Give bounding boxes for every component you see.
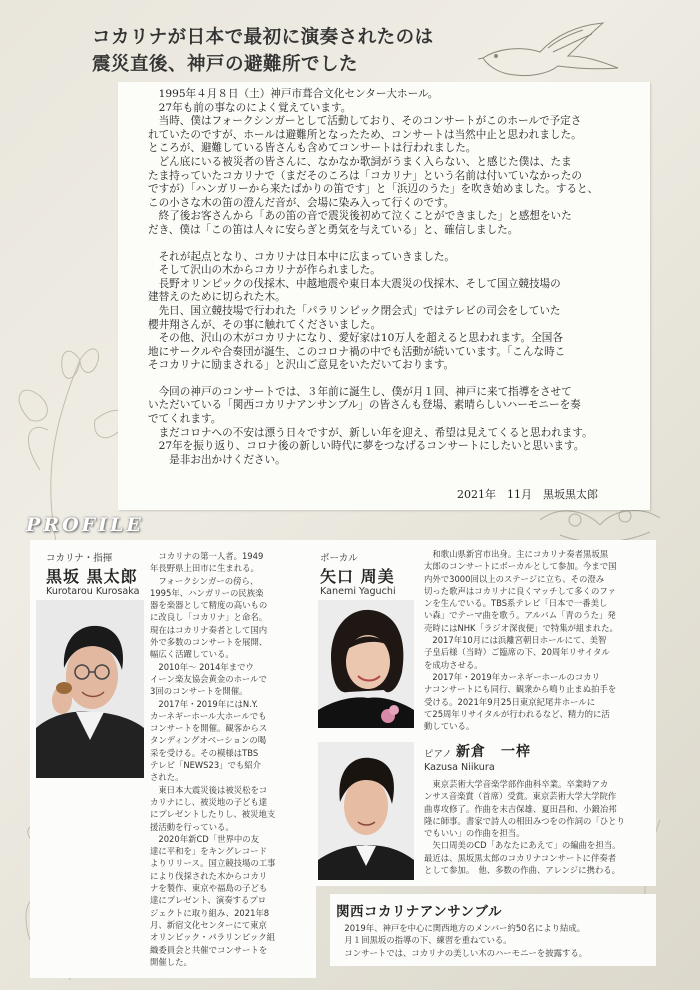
letter-line: 27年を振り返り、コロナ後の新しい時代に夢をつなげるコンサートにしたいと思います。 — [148, 440, 585, 453]
letter-line: ところが、避難している皆さんも含めてコンサートは行われました。 — [148, 142, 477, 155]
letter-line: 長野オリンピックの伐採木、中越地震や東日本大震災の伐採木、そして国立競技場の — [148, 277, 561, 290]
yaguchi-profile — [316, 540, 656, 736]
letter-signature: 2021年 11月 黒坂黒太郎 — [457, 488, 598, 501]
niikura-bio — [424, 778, 656, 876]
ensemble-bio — [336, 922, 654, 959]
bio-line: 開催した。 — [150, 956, 192, 967]
bio-line: 達にプレゼント、演奏するプロ — [150, 895, 267, 906]
page-title — [92, 24, 434, 78]
bio-line: 年長野県上田市に生まれる。 — [150, 563, 259, 574]
bird-illustration — [478, 18, 628, 88]
kurosaka-role: コカリナ・指揮 — [46, 553, 113, 564]
bio-line: フォークシンガーの傍ら、 — [150, 575, 259, 586]
bio-line: にプレゼントしたりし、被災地支 — [150, 809, 276, 820]
bio-line: 2017年・2019年にはN.Y. — [150, 698, 258, 709]
bio-line: に改良し「コカリナ」と命名。 — [150, 612, 268, 623]
letter-line: それが起点となり、コカリナは日本中に広まっていきました。 — [148, 250, 456, 263]
yaguchi-bio — [424, 548, 656, 732]
letter-line: 1995年４月８日（土）神戸市葺合文化センター大ホール。 — [148, 88, 439, 100]
yaguchi-photo — [318, 600, 414, 728]
bio-line: 月、新宿文化センターにて東京 — [150, 919, 267, 930]
yaguchi-roman-name: Kanemi Yaguchi — [320, 586, 396, 597]
bio-line: 2019年、神戸を中心に関西地方のメンバー約50名により結成。 — [336, 923, 586, 933]
bio-line: 東日本大震災後は被災松をコ — [150, 784, 268, 795]
bio-line: 3回のコンサートを開催。 — [150, 686, 248, 697]
kurosaka-photo — [36, 600, 144, 778]
letter-line: 是非お出かけください。 — [148, 453, 286, 466]
bio-line: 動している。 — [424, 721, 475, 732]
bio-line: 子皇后様（当時）ご臨席の下、20周年リサイタル — [424, 647, 610, 658]
letter-line: そコカリナに励まされる」と沢山ご意見をいただいております。 — [148, 359, 455, 372]
bio-line: 2017年・2019年カーネギーホールのコカリ — [424, 671, 601, 682]
bio-line: よりリリース。国立競技場の工事 — [150, 858, 276, 869]
letter-line: 27年も前の事なのによく覚えています。 — [148, 101, 352, 114]
bio-line: 采を受ける。その模様はTBS — [150, 747, 259, 758]
letter-line: 先日、国立競技場で行われた「パラリンピック閉会式」ではテレビの司会をしていた — [148, 304, 561, 317]
letter-line: まだコロナへの不安は漂う日々ですが、新しい年を迎え、希望は見えてくると思われます。 — [148, 426, 593, 439]
kurosaka-bio — [150, 550, 316, 968]
bio-line: 援活動を行っている。 — [150, 821, 234, 832]
letter-line: 地にサークルや合奏団が誕生、このコロナ禍の中でも活動が続いています。「こんな時こ — [148, 345, 566, 358]
bio-line: 和歌山県新宮市出身。主にコカリナ奏者黒坂黒 — [424, 549, 609, 559]
bio-line: 月１回黒坂の指導の下、練習を重ねている。 — [336, 935, 512, 946]
bio-line: テレビ「NEWS23」でも紹介 — [150, 760, 262, 771]
bio-line: コンサートでは、コカリナの美しい木のハーモニーを披露する。 — [336, 947, 588, 958]
letter-line: どん底にいる被災者の皆さんに、なかなか歌詞がうまく入らない、と感じた僕は、たま — [148, 155, 572, 168]
letter-line: そして沢山の木からコカリナが作られました。 — [148, 264, 381, 277]
niikura-name: 新倉 一梓 — [456, 744, 531, 760]
title-line-2: 震災直後、神戸の避難所でした — [92, 54, 359, 75]
letter-line: いただいている「関西コカリナアンサンブル」の皆さんも登場、素晴らしいハーモニーを奏 — [148, 399, 581, 412]
profile-heading: PROFILE — [26, 514, 144, 536]
bio-line: カリナにし、被災地の子ども達 — [150, 796, 268, 807]
bio-line: 内外で3000回以上のステージに立ち、その澄み — [424, 573, 605, 584]
bio-line: 曲専攻修了。作曲を末吉保雄、夏田昌和、小鍛冶邦 — [424, 803, 617, 814]
bio-line: 受ける。2021年9月25日東京紀尾井ホールに — [424, 696, 596, 707]
title-line-1: コカリナが日本で最初に演奏されたのは — [92, 27, 434, 48]
letter-line: だき、僕は「この笛は人々に安らぎと勇気を与えている」と、確信しました。 — [148, 223, 519, 236]
bio-line: ンサス音楽賞（首席）受賞。東京芸術大学大学院作 — [424, 791, 617, 802]
letter-line: でてくれます。 — [148, 413, 222, 426]
letter-line: 当時、僕はフォークシンガーとして活動しており、そのコンサートがこのホールで予定さ — [148, 115, 582, 128]
bio-line: 達に平和を」をキングレコード — [150, 846, 267, 857]
bio-line: 織委員会と共催でコンサートを — [150, 944, 268, 955]
letter-line: 終了後お客さんから「あの笛の音で震災後初めて泣くことができました」と感想をいた — [148, 210, 572, 223]
bio-line: タンディングオベーションの喝 — [150, 735, 267, 746]
bio-line: 外で多数のコンサートを展開、 — [150, 637, 268, 648]
bio-line: 矢口周美のCD「あなたにあえて」の編曲を担当。 — [424, 840, 621, 851]
bio-line: カーネギーホール大ホールでも — [150, 710, 267, 721]
ensemble-name: 関西コカリナアンサンブル — [336, 904, 502, 920]
letter-line: 櫻井翔さんが、その事に触れてくださいました。 — [148, 318, 382, 331]
bio-line: 太郎のコンサートにボーカルとして参加。今まで国 — [424, 561, 617, 572]
letter-panel — [118, 82, 650, 510]
kurosaka-roman-name: Kurotarou Kurosaka — [46, 586, 140, 597]
bio-line: ジェクトに取り組み、2021年8 — [150, 907, 270, 918]
bio-line: でもいい」の作曲を担当。 — [424, 828, 525, 839]
bio-line: い森」でテーマ曲を歌う。アルバム「青のうた」発 — [424, 610, 616, 621]
bio-line: 隆に師事。書家で詩人の相田みつをの作詞の「ひとり — [424, 815, 625, 826]
yaguchi-name: 矢口 周美 — [320, 567, 395, 586]
bio-line: コカリナの第一人者。1949 — [150, 551, 264, 561]
bio-line: 2017年10月には浜離宮朝日ホールにて、美智 — [424, 635, 607, 646]
letter-line: この小さな木の笛の澄んだ音が、会場に染み入って行くのです。 — [148, 196, 455, 209]
bio-line: 器を楽器として精度の高いもの — [150, 600, 268, 611]
bio-line: 売時にはNHK「ラジオ深夜便」で特集が組まれた。 — [424, 622, 618, 633]
bio-line: 2020年新CD「世界中の友 — [150, 833, 259, 844]
bio-line: 切った歌声はコカリナに良くマッチして多くのファ — [424, 585, 616, 596]
letter-line: たま持っていたコカリナで（まだそのころは「コカリナ」という名前は付いていなかったの — [148, 169, 582, 182]
bio-line: ンを生んでいる。TBS系テレビ「日本で一番美し — [424, 598, 608, 609]
bio-line: オリンピック・パラリンピック組 — [150, 932, 275, 943]
kurosaka-profile — [30, 540, 316, 978]
kurosaka-name: 黒坂 黒太郎 — [46, 567, 138, 586]
bio-line: ナを製作、東京や福島の子ども — [150, 883, 268, 894]
bio-line: を成功させる。 — [424, 659, 483, 670]
bio-line: 1995年、ハンガリーの民族楽 — [150, 587, 264, 598]
bio-line: 東京芸術大学音楽学部作曲科卒業。卒業時アカ — [424, 779, 609, 789]
bio-line: 現在はコカリナ奏者として国内 — [150, 624, 268, 635]
paragraph-gap — [148, 373, 643, 386]
niikura-profile — [316, 736, 656, 886]
niikura-portrait — [318, 742, 414, 880]
bio-line: 2010年～ 2014年までウ — [150, 661, 254, 672]
niikura-roman-name: Kazusa Niikura — [424, 762, 495, 773]
letter-body — [148, 88, 643, 467]
letter-line: 建替えのために切られた木。 — [148, 291, 286, 304]
niikura-role: ピアノ — [424, 749, 452, 760]
letter-line: れていたのですが、ホールは避難所となったため、コンサートは当然中止と思われました。 — [148, 128, 582, 141]
kurosaka-portrait — [36, 600, 144, 778]
letter-line: ですが）「ハンガリーから来たばかりの笛です」と「浜辺のうた」を吹き始めました。すると、 — [148, 183, 599, 196]
letter-line: その他、沢山の木がコカリナになり、愛好家は10万人を超えると思われます。全国各 — [148, 332, 563, 345]
bio-line: コンサートを開催。観客からス — [150, 723, 268, 734]
bio-line: イーン楽友協会黄金のホールで — [150, 673, 267, 684]
bio-line: 幅広く活躍している。 — [150, 649, 234, 660]
bio-line: て25周年リサイタルが行われるなど、精力的に活 — [424, 708, 610, 719]
bio-line: により伐採された木からコカリ — [150, 870, 268, 881]
bio-line: された。 — [150, 772, 184, 783]
bio-line: ナコンサートにも同行、観衆から鳴り止まぬ拍手を — [424, 684, 617, 695]
ensemble-profile — [330, 894, 656, 966]
yaguchi-role: ボーカル — [320, 553, 358, 564]
yaguchi-portrait — [318, 600, 414, 728]
letter-line: 今回の神戸のコンサートでは、３年前に誕生し、僕が月１回、神戸に来て指導をさせて — [148, 385, 572, 398]
bio-line: として参加。 他、多数の作曲、アレンジに携わる。 — [424, 865, 621, 876]
niikura-photo — [318, 742, 414, 880]
bio-line: 最近は、黒坂黒太郎のコカリナコンサートに伴奏者 — [424, 852, 617, 863]
paragraph-gap — [148, 238, 643, 251]
